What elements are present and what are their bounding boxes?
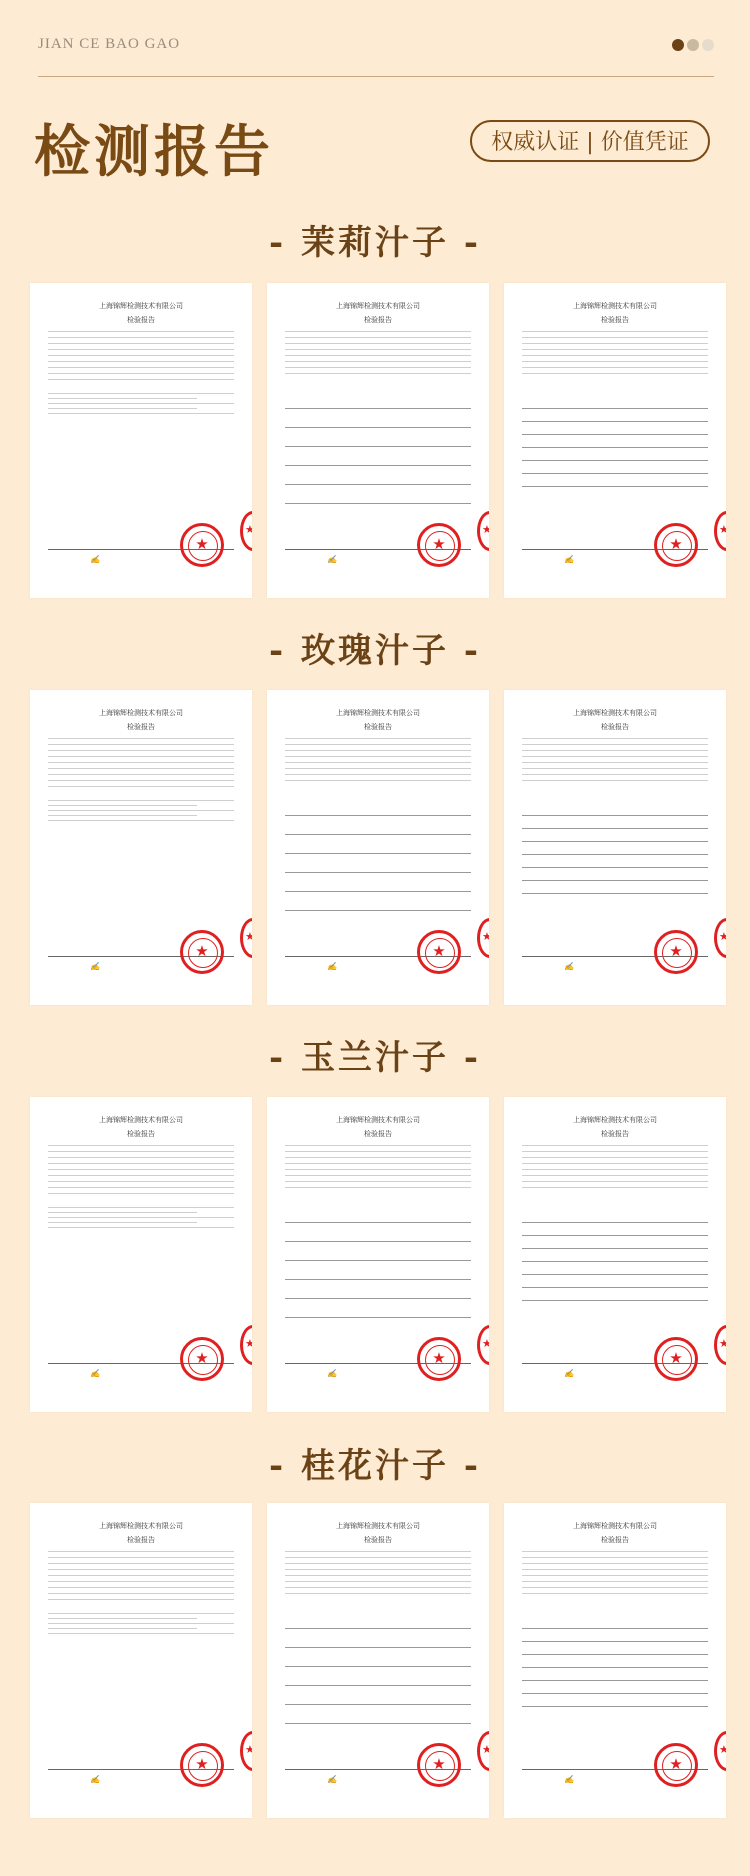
field-line (522, 337, 708, 338)
field-line (522, 1181, 708, 1182)
results-table (285, 1222, 471, 1336)
field-line (522, 780, 708, 781)
header-divider (38, 76, 714, 77)
edge-stamp (477, 918, 489, 958)
table-line (285, 853, 471, 854)
indicator-dot (672, 39, 684, 51)
field-line (48, 1593, 234, 1594)
field-line (285, 1551, 471, 1552)
field-line (48, 373, 234, 374)
report-heading: 检验报告 (127, 1130, 155, 1138)
table-line (285, 1317, 471, 1318)
note-line (48, 413, 234, 414)
field-line (285, 780, 471, 781)
field-line (522, 373, 708, 374)
official-stamp (417, 523, 461, 567)
official-stamp (417, 1743, 461, 1787)
official-stamp (180, 930, 224, 974)
field-line (48, 1587, 234, 1588)
report-page[interactable] (267, 283, 489, 598)
field-line (48, 1563, 234, 1564)
field-line (48, 786, 234, 787)
official-stamp (654, 1743, 698, 1787)
note-line (48, 1207, 234, 1208)
table-line (522, 880, 708, 881)
field-line (285, 756, 471, 757)
note-line (48, 398, 197, 399)
report-heading: 检验报告 (127, 1536, 155, 1544)
official-stamp (417, 930, 461, 974)
report-row (30, 283, 725, 598)
table-line (522, 828, 708, 829)
field-line (48, 1557, 234, 1558)
field-line (48, 1157, 234, 1158)
report-company: 上海锦辉检测技术有限公司 (99, 1522, 183, 1530)
report-heading: 检验报告 (601, 1536, 629, 1544)
signature: ✍ (90, 1369, 100, 1378)
report-company: 上海锦辉检测技术有限公司 (573, 709, 657, 717)
signature: ✍ (327, 1369, 337, 1378)
report-heading: 检验报告 (127, 316, 155, 324)
table-line (522, 408, 708, 409)
field-line (285, 349, 471, 350)
report-page[interactable] (267, 690, 489, 1005)
edge-stamp (240, 511, 252, 551)
note-line (48, 403, 234, 404)
report-fields (48, 1551, 234, 1605)
field-line (48, 1581, 234, 1582)
field-line (48, 1181, 234, 1182)
table-line (285, 503, 471, 504)
field-line (522, 1145, 708, 1146)
report-fields (522, 1145, 708, 1193)
report-page[interactable] (267, 1097, 489, 1412)
edge-stamp (240, 1731, 252, 1771)
notes-block (48, 393, 234, 418)
table-line (522, 854, 708, 855)
table-line (522, 434, 708, 435)
stamp-star-icon: ★ (669, 942, 683, 960)
results-table (522, 815, 708, 906)
report-fields (285, 1145, 471, 1193)
table-line (522, 841, 708, 842)
signature: ✍ (90, 1775, 100, 1784)
report-page[interactable] (30, 1097, 252, 1412)
official-stamp (654, 1337, 698, 1381)
field-line (522, 1175, 708, 1176)
field-line (285, 1157, 471, 1158)
report-fields (285, 738, 471, 786)
report-heading: 检验报告 (601, 316, 629, 324)
official-stamp (654, 930, 698, 974)
table-line (522, 1261, 708, 1262)
stamp-star-icon: ★ (195, 1349, 209, 1367)
field-line (285, 750, 471, 751)
report-company: 上海锦辉检测技术有限公司 (573, 1522, 657, 1530)
table-line (522, 1274, 708, 1275)
field-line (285, 373, 471, 374)
report-heading: 检验报告 (601, 723, 629, 731)
report-company: 上海锦辉检测技术有限公司 (99, 302, 183, 310)
field-line (522, 1187, 708, 1188)
field-line (285, 367, 471, 368)
note-line (48, 800, 234, 801)
field-line (48, 1551, 234, 1552)
table-line (522, 815, 708, 816)
report-page[interactable] (267, 1503, 489, 1818)
report-heading: 检验报告 (364, 1130, 392, 1138)
table-line (285, 815, 471, 816)
edge-stamp (714, 511, 726, 551)
table-line (522, 1641, 708, 1642)
brand-text: JIAN CE BAO GAO (38, 36, 181, 52)
field-line (48, 1575, 234, 1576)
field-line (285, 1181, 471, 1182)
field-line (285, 774, 471, 775)
table-line (522, 447, 708, 448)
signature: ✍ (564, 555, 574, 564)
report-company: 上海锦辉检测技术有限公司 (573, 1116, 657, 1124)
table-line (285, 1723, 471, 1724)
report-fields (48, 331, 234, 385)
field-line (48, 1175, 234, 1176)
note-line (48, 408, 197, 409)
field-line (285, 1581, 471, 1582)
field-line (522, 756, 708, 757)
signature: ✍ (327, 962, 337, 971)
report-heading: 检验报告 (601, 1130, 629, 1138)
note-line (48, 1222, 197, 1223)
table-line (522, 1300, 708, 1301)
field-line (522, 762, 708, 763)
signature: ✍ (90, 555, 100, 564)
field-line (285, 762, 471, 763)
stamp-star-icon: ★ (432, 1349, 446, 1367)
field-line (522, 1581, 708, 1582)
table-line (285, 1647, 471, 1648)
report-page[interactable] (504, 690, 726, 1005)
edge-stamp (714, 918, 726, 958)
field-line (522, 355, 708, 356)
field-line (48, 1151, 234, 1152)
section-title: - 桂花汁子 - (269, 1446, 481, 1486)
report-page[interactable] (504, 283, 726, 598)
table-line (285, 1704, 471, 1705)
report-fields (522, 1551, 708, 1599)
table-line (522, 1693, 708, 1694)
field-line (522, 361, 708, 362)
field-line (48, 349, 234, 350)
note-line (48, 1633, 234, 1634)
signature: ✍ (327, 1775, 337, 1784)
table-line (522, 1235, 708, 1236)
field-line (522, 1151, 708, 1152)
indicator-dot (687, 39, 699, 51)
edge-stamp (714, 1731, 726, 1771)
field-line (522, 1551, 708, 1552)
edge-stamp (240, 1325, 252, 1365)
signature: ✍ (564, 1369, 574, 1378)
field-line (522, 1563, 708, 1564)
report-page[interactable] (504, 1503, 726, 1818)
report-row (30, 1097, 725, 1412)
report-page[interactable] (30, 690, 252, 1005)
note-line (48, 1618, 197, 1619)
report-heading: 检验报告 (364, 1536, 392, 1544)
table-line (285, 465, 471, 466)
notes-block (48, 1207, 234, 1232)
table-line (285, 1628, 471, 1629)
table-line (285, 872, 471, 873)
report-fields (522, 331, 708, 379)
stamp-star-icon: ★ (432, 1755, 446, 1773)
stamp-star-icon: ★ (669, 1349, 683, 1367)
table-line (285, 1279, 471, 1280)
table-line (522, 460, 708, 461)
field-line (285, 343, 471, 344)
field-line (285, 768, 471, 769)
field-line (522, 331, 708, 332)
field-line (48, 1599, 234, 1600)
field-line (48, 768, 234, 769)
table-line (522, 486, 708, 487)
stamp-star-icon: ★ (669, 1755, 683, 1773)
field-line (522, 1163, 708, 1164)
field-line (285, 738, 471, 739)
edge-stamp (714, 1325, 726, 1365)
official-stamp (654, 523, 698, 567)
report-page[interactable] (30, 1503, 252, 1818)
field-line (522, 738, 708, 739)
table-line (285, 1222, 471, 1223)
table-line (285, 1241, 471, 1242)
signature: ✍ (90, 962, 100, 971)
report-company: 上海锦辉检测技术有限公司 (573, 302, 657, 310)
table-line (285, 834, 471, 835)
table-line (522, 1654, 708, 1655)
field-line (285, 744, 471, 745)
field-line (48, 756, 234, 757)
field-line (285, 1593, 471, 1594)
field-line (285, 1169, 471, 1170)
table-line (285, 1685, 471, 1686)
table-line (285, 1298, 471, 1299)
table-line (285, 484, 471, 485)
table-line (285, 910, 471, 911)
field-line (285, 1175, 471, 1176)
field-line (522, 1569, 708, 1570)
field-line (285, 1569, 471, 1570)
report-row (30, 1503, 725, 1818)
section-title: - 玫瑰汁子 - (269, 631, 481, 671)
table-line (285, 891, 471, 892)
results-table (285, 1628, 471, 1742)
table-line (522, 1248, 708, 1249)
table-line (285, 408, 471, 409)
report-company: 上海锦辉检测技术有限公司 (336, 709, 420, 717)
field-line (48, 361, 234, 362)
page-indicator (669, 36, 714, 55)
field-line (522, 774, 708, 775)
field-line (285, 1587, 471, 1588)
note-line (48, 1217, 234, 1218)
field-line (522, 1587, 708, 1588)
field-line (285, 1145, 471, 1146)
field-line (48, 744, 234, 745)
report-heading: 检验报告 (364, 316, 392, 324)
report-company: 上海锦辉检测技术有限公司 (336, 302, 420, 310)
table-line (522, 1667, 708, 1668)
report-company: 上海锦辉检测技术有限公司 (336, 1116, 420, 1124)
top-bar (38, 36, 714, 76)
signature: ✍ (327, 555, 337, 564)
report-fields (522, 738, 708, 786)
table-line (522, 421, 708, 422)
field-line (285, 1557, 471, 1558)
field-line (48, 1145, 234, 1146)
report-fields (48, 1145, 234, 1199)
field-line (522, 768, 708, 769)
field-line (48, 343, 234, 344)
results-table (522, 1222, 708, 1313)
field-line (48, 379, 234, 380)
table-line (522, 1287, 708, 1288)
stamp-star-icon: ★ (432, 942, 446, 960)
field-line (285, 1575, 471, 1576)
note-line (48, 1613, 234, 1614)
report-company: 上海锦辉检测技术有限公司 (99, 709, 183, 717)
field-line (522, 1557, 708, 1558)
report-page[interactable] (504, 1097, 726, 1412)
table-line (285, 446, 471, 447)
field-line (48, 1163, 234, 1164)
note-line (48, 1623, 234, 1624)
note-line (48, 820, 234, 821)
notes-block (48, 800, 234, 825)
field-line (522, 1169, 708, 1170)
field-line (285, 1163, 471, 1164)
table-line (285, 1260, 471, 1261)
field-line (522, 1575, 708, 1576)
report-fields (285, 1551, 471, 1599)
edge-stamp (477, 511, 489, 551)
field-line (285, 1187, 471, 1188)
section-title: - 玉兰汁子 - (269, 1038, 481, 1078)
field-line (48, 331, 234, 332)
stamp-star-icon: ★ (195, 535, 209, 553)
official-stamp (180, 1337, 224, 1381)
stamp-star-icon: ★ (195, 1755, 209, 1773)
field-line (285, 1563, 471, 1564)
field-line (48, 1187, 234, 1188)
field-line (522, 744, 708, 745)
field-line (522, 750, 708, 751)
table-line (522, 1222, 708, 1223)
field-line (48, 337, 234, 338)
results-table (285, 815, 471, 929)
field-line (285, 1151, 471, 1152)
field-line (285, 337, 471, 338)
field-line (48, 355, 234, 356)
note-line (48, 393, 234, 394)
report-company: 上海锦辉检测技术有限公司 (336, 1522, 420, 1530)
page-title: 检测报告 (34, 119, 274, 185)
stamp-star-icon: ★ (195, 942, 209, 960)
field-line (522, 1157, 708, 1158)
table-line (522, 867, 708, 868)
field-line (48, 780, 234, 781)
table-line (522, 1706, 708, 1707)
report-company: 上海锦辉检测技术有限公司 (99, 1116, 183, 1124)
table-line (285, 1666, 471, 1667)
field-line (522, 343, 708, 344)
field-line (48, 1193, 234, 1194)
signature: ✍ (564, 962, 574, 971)
note-line (48, 815, 197, 816)
note-line (48, 810, 234, 811)
note-line (48, 1212, 197, 1213)
field-line (285, 361, 471, 362)
table-line (522, 473, 708, 474)
section-title: - 茉莉汁子 - (269, 223, 481, 263)
table-line (522, 1680, 708, 1681)
official-stamp (180, 523, 224, 567)
field-line (522, 1593, 708, 1594)
results-table (285, 408, 471, 522)
stamp-star-icon: ★ (669, 535, 683, 553)
table-line (285, 427, 471, 428)
note-line (48, 1227, 234, 1228)
field-line (285, 355, 471, 356)
edge-stamp (240, 918, 252, 958)
note-line (48, 1628, 197, 1629)
field-line (48, 1569, 234, 1570)
field-line (522, 349, 708, 350)
field-line (48, 774, 234, 775)
field-line (48, 367, 234, 368)
official-stamp (417, 1337, 461, 1381)
official-stamp (180, 1743, 224, 1787)
results-table (522, 408, 708, 499)
table-line (522, 893, 708, 894)
field-line (48, 762, 234, 763)
certification-badge: 权威认证 | 价值凭证 (470, 120, 710, 162)
report-page[interactable] (30, 283, 252, 598)
edge-stamp (477, 1325, 489, 1365)
report-heading: 检验报告 (127, 723, 155, 731)
report-heading: 检验报告 (364, 723, 392, 731)
edge-stamp (477, 1731, 489, 1771)
field-line (522, 367, 708, 368)
field-line (48, 1169, 234, 1170)
field-line (285, 331, 471, 332)
note-line (48, 805, 197, 806)
field-line (48, 750, 234, 751)
table-line (522, 1628, 708, 1629)
notes-block (48, 1613, 234, 1638)
report-fields (48, 738, 234, 792)
stamp-star-icon: ★ (432, 535, 446, 553)
report-fields (285, 331, 471, 379)
indicator-dot (702, 39, 714, 51)
report-row (30, 690, 725, 1005)
field-line (48, 738, 234, 739)
results-table (522, 1628, 708, 1719)
signature: ✍ (564, 1775, 574, 1784)
